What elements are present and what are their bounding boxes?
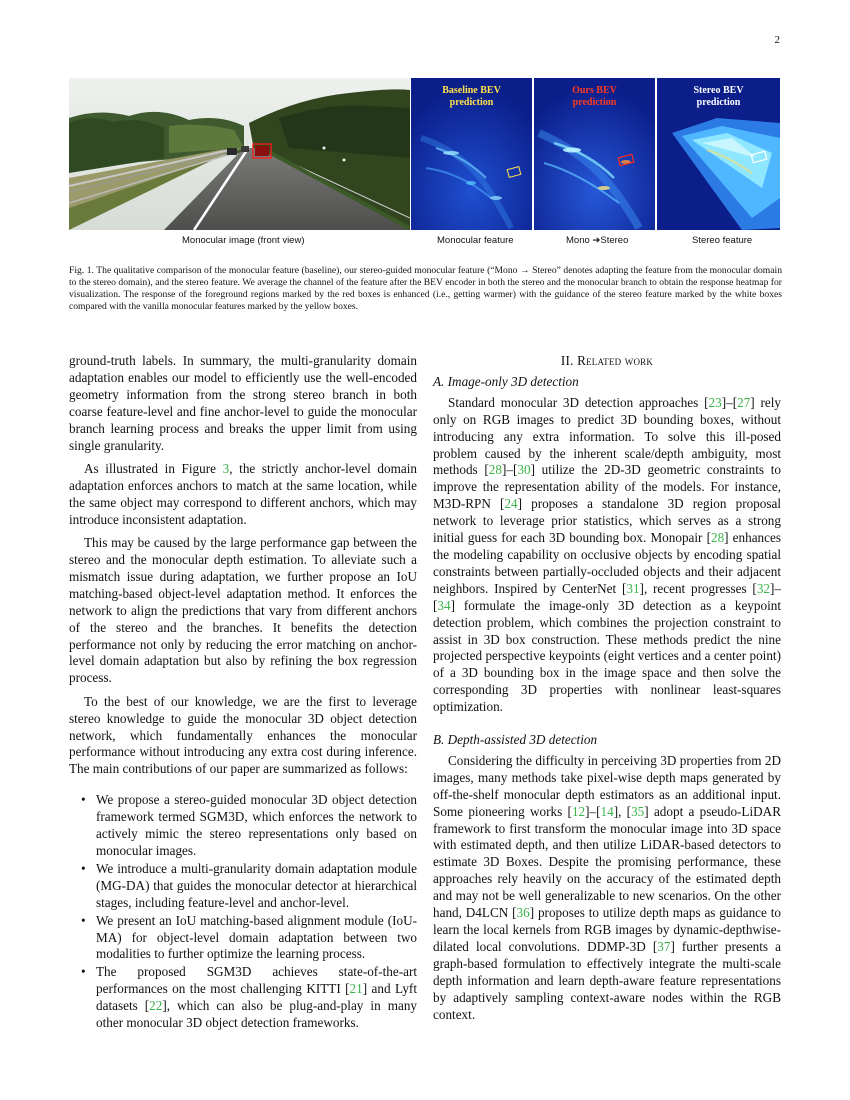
citation-link[interactable]: 34 — [437, 597, 451, 613]
ours-bev-title: Ours BEV prediction — [572, 85, 617, 108]
paragraph-anchor-level: As illustrated in Figure 3, the strictly anchor-level domain adaptation enforces anchors to match at the same location, while the same object may correspond to different anchors, which may introduce inconsistent adaptation. — [69, 460, 417, 527]
section-title: II. Related work — [560, 353, 654, 368]
citation-link[interactable]: 23 — [708, 394, 722, 410]
citation-link[interactable]: 31 — [626, 580, 640, 596]
citation-link[interactable]: 27 — [737, 394, 751, 410]
paragraph-contributions-intro: To the best of our knowledge, we are the first to leverage stereo knowledge to guide the monocular 3D object detection network, which fundamentally enhances the monocular performance without introducing any extra cost during inference. The main contributions of our paper are summarized as follows: — [69, 693, 417, 777]
stereo-bev-panel — [657, 78, 780, 230]
citation-link[interactable]: 28 — [488, 462, 502, 478]
figure-1 — [69, 78, 780, 230]
paragraph-summary: ground-truth labels. In summary, the multi-granularity domain adaptation enables our model to efficiently use the well-encoded geometry information from the strong stereo branch in both coarse feature-level and fine anchor-level to guide the monocular branch learning process and breaks the upper limit from using single granularity. — [69, 353, 417, 453]
label-front-view: Monocular image (front view) — [182, 235, 305, 246]
contribution-item: • We introduce a multi-granularity domain adaptation module (MG-DA) that guides the monocular detector at hierarchical stages, including feature-level and anchor-level. — [96, 861, 417, 912]
label-mono-to-stereo: Mono ➔Stereo — [566, 235, 629, 246]
stereo-bev-title: Stereo BEV prediction — [693, 85, 744, 108]
right-column — [433, 353, 781, 1030]
front-view-image — [69, 78, 410, 230]
citation-link[interactable]: 22 — [149, 998, 163, 1014]
citation-link[interactable]: 37 — [657, 938, 671, 954]
ours-bev-panel — [534, 78, 655, 230]
contributions-list — [69, 792, 417, 1032]
citation-link[interactable]: 36 — [516, 905, 530, 921]
page-number: 2 — [774, 34, 780, 46]
citation-link[interactable]: 28 — [710, 530, 725, 546]
subsection-title-b: B. Depth-assisted 3D detection — [433, 732, 598, 748]
subsection-title-a: A. Image-only 3D detection — [433, 373, 579, 389]
citation-link[interactable]: 14 — [600, 803, 614, 819]
citation-link[interactable]: 21 — [349, 981, 363, 997]
paragraph-depth-assisted: Considering the difficulty in perceiving 3D properties from 2D images, many methods take pixel-wise depth maps generated by off-the-shelf monocular depth estimators as an additional input. Some pioneering works [12]–[14], [35] adopt a pseudo-LiDAR framework to first transform the monocular image into 3D space with estimated depth, and then utilize LiDAR-based detectors to estimate 3D Boxes. Despite the promising performance, these approaches rely heavily on the accuracy of the estimated depth and may not be well generalizable to new scenarios. On the other hand, D4LCN [36] proposes to utilize depth maps as guidance to learn the local kernels from RGB images by dynamic-depthwise-dilated local convolutions. DDMP-3D [37] further presents a graph-based formulation to effectively integrate the multi-scale depth information and learn depth-aware feature representations by adaptively sampling context-aware nodes within the RGB context. — [433, 752, 781, 1022]
contribution-item: • We present an IoU matching-based alignment module (IoU-MA) for object-level domain adaptation between two modalities to further optimize the learning process. — [96, 913, 417, 964]
label-stereo-feature: Stereo feature — [692, 235, 753, 246]
ref-figure-3[interactable]: 3 — [222, 460, 230, 476]
citation-link[interactable]: 30 — [517, 462, 531, 478]
contribution-item: • We propose a stereo-guided monocular 3D object detection framework termed SGM3D, which enforces the network to actively mimic the stereo representations only based on monocular images. — [96, 792, 417, 860]
left-column — [69, 353, 417, 1033]
citation-link[interactable]: 35 — [631, 803, 645, 819]
paragraph-image-only: Standard monocular 3D detection approaches [23]–[27] rely only on RGB images to predict 3D bounding boxes, without introducing any extra information. To solve this ill-posed problem caused by the inherent scale/depth ambiguity, most methods [28]–[30] utilize the 2D-3D geometric constraints to improve the representation ability of the models. For instance, M3D-RPN [24] proposes a standalone 3D region proposal network to leverage prior statistics, which serves as a strong initial guess for each 3D bounding box. Monopair [28] enhances the modeling capability on occlusive objects by encoding spatial constraints between partially-occluded objects and their adjacent neighbors. Inspired by CenterNet [31], recent progresses [32]–[34] formulate the image-only 3D detection as a keypoint detection problem, which combines the projection constraint to assist in 3D box construction. These methods predict the nine projected perspective keypoints (eight vertices and a center point) of a 3D bounding box in the image space and then solve the corresponding 3D properties with nonlinear least-squares optimization. — [433, 394, 782, 715]
citation-link[interactable]: 12 — [571, 803, 586, 819]
figure-caption: Fig. 1. The qualitative comparison of the monocular feature (baseline), our stereo-guided monocular feature (“Mono → Stereo” denotes adapting the feature from the monocular domain to the stereo domain), and the stereo feature. We average the channel of the feature after the BEV encoder in both the stereo and the monocular branch to obtain the response heatmap for visualization. The response of the foreground regions marked by the red boxes is enhanced (i.e., getting warmer) with the guidance of the stereo feature marked by the white boxes compared with the vanilla monocular features marked by the yellow boxes. — [69, 265, 782, 313]
citation-link[interactable]: 24 — [504, 496, 518, 512]
baseline-bev-panel — [411, 78, 532, 230]
citation-link[interactable]: 32 — [756, 580, 770, 596]
paragraph-mismatch: This may be caused by the large performance gap between the stereo and the monocular depth estimation. To alleviate such a mismatch issue during adaptation, we further propose an IoU matching-based object-level adaptation method. It enforces the network to align the predictions that vary from different anchors of the stereo and the branches. It benefits the detection performance not only by reducing the error matching on anchor-level domain adaptation but also by refining the box regression process. — [69, 535, 417, 686]
contribution-item: • The proposed SGM3D achieves state-of-the-art performances on the most challenging KITTI [21] and Lyft datasets [22], which can also be plug-and-play in many other monocular 3D object detection frameworks. — [96, 964, 417, 1032]
baseline-bev-title: Baseline BEV prediction — [442, 85, 501, 108]
label-mono-feature: Monocular feature — [437, 235, 514, 246]
